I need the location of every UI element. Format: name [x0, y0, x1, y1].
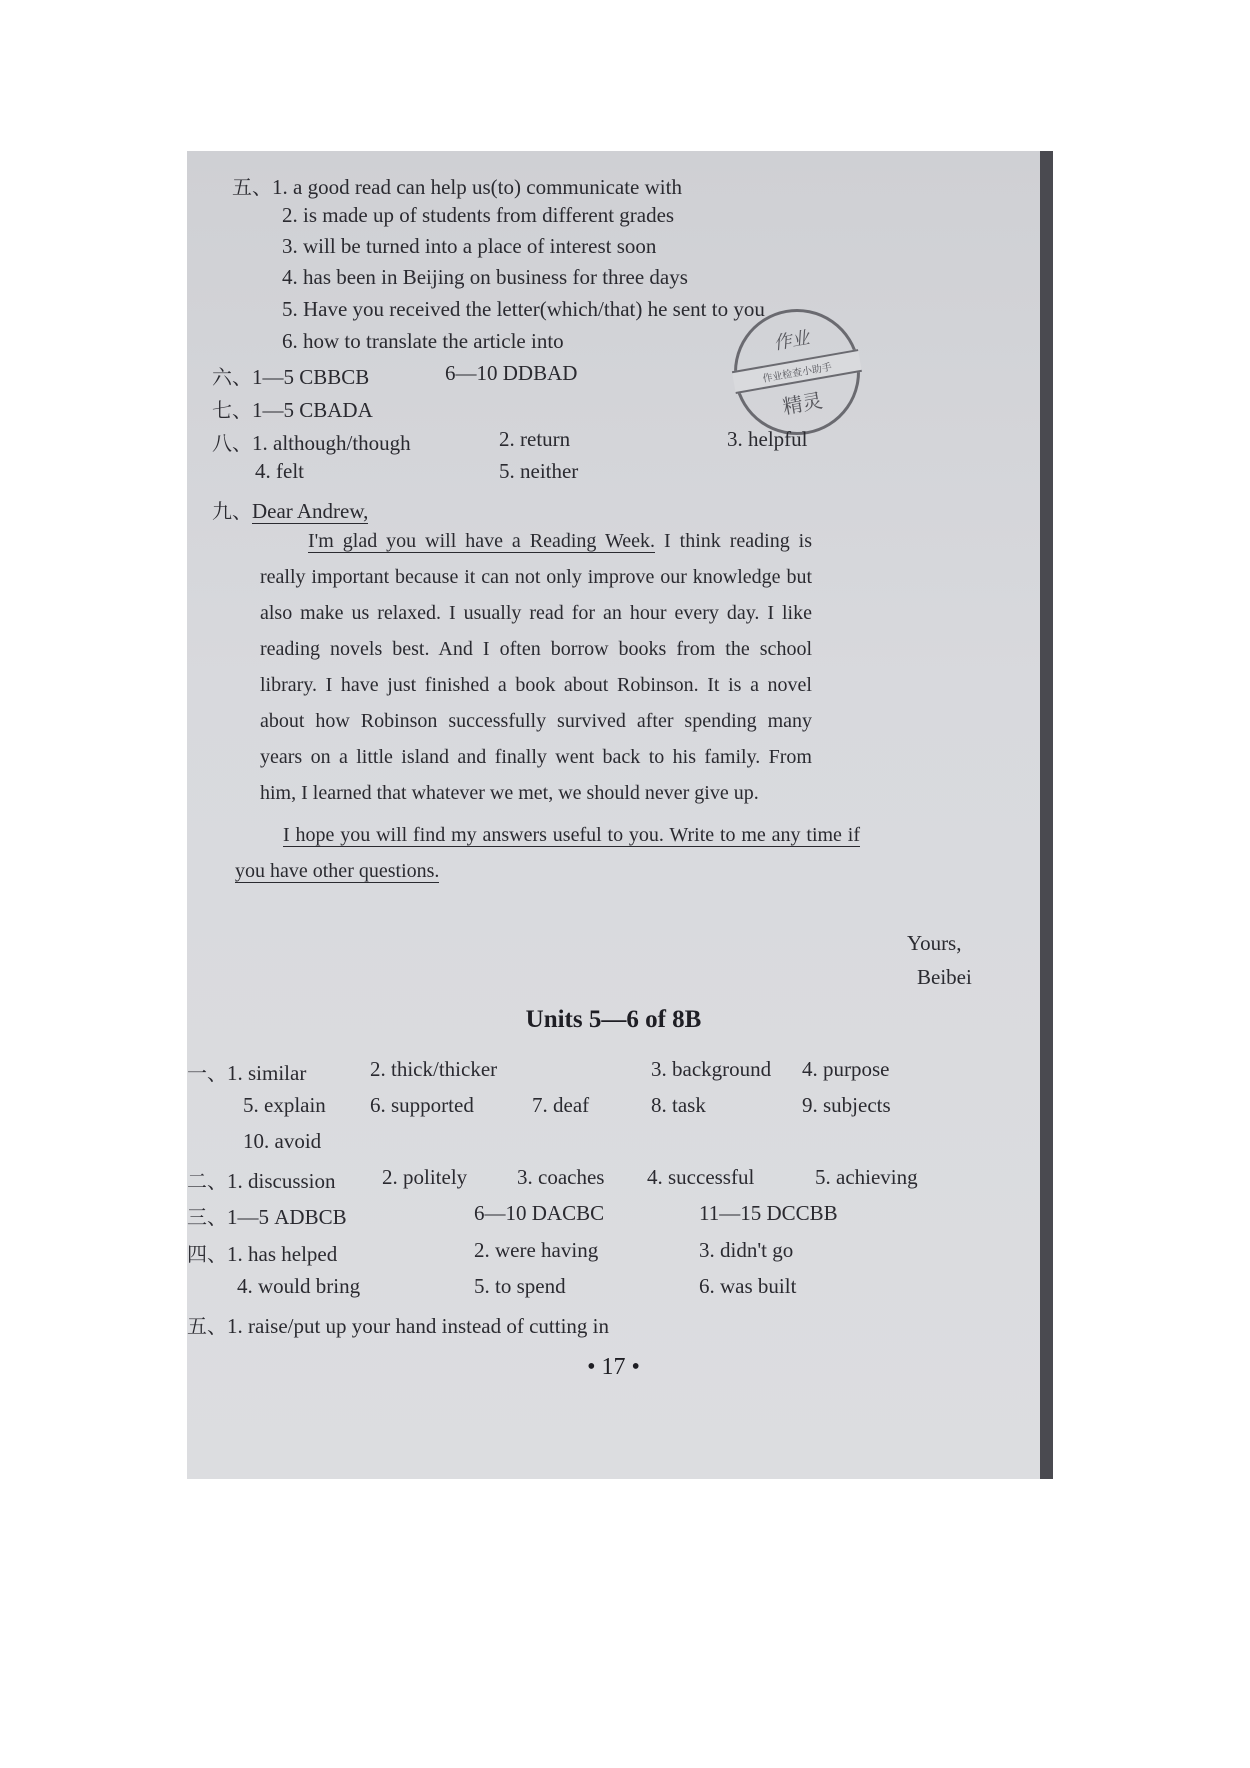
letter-greeting: Dear Andrew, — [252, 499, 369, 523]
page-edge-shadow — [1040, 151, 1053, 1479]
stamp-text: 作业检查小助手 — [732, 349, 862, 394]
letter-paragraph-1 — [260, 523, 812, 811]
answer: 1. a good read can help us(to) communicate with — [272, 175, 682, 199]
answer: 1. discussion — [227, 1169, 336, 1193]
letter-signature: Beibei — [917, 965, 972, 989]
u1-mark: 一、 — [187, 1061, 227, 1085]
answer: 1—5 CBADA — [252, 398, 373, 422]
answer: 5. neither — [499, 459, 579, 483]
answer: 2. return — [499, 427, 571, 451]
u4-mark: 四、 — [187, 1242, 227, 1266]
answer: 6. supported — [370, 1093, 474, 1117]
section8-mark: 八、 — [212, 431, 252, 455]
unit-heading: Units 5—6 of 8B — [525, 1006, 702, 1033]
u2-row — [187, 1165, 336, 1194]
answer: 1—5 CBBCB — [252, 365, 370, 389]
u3-mark: 三、 — [187, 1205, 227, 1229]
answer: 4. would bring — [237, 1274, 361, 1298]
letter-underlined-text: I hope you will find my answers useful to you. Write to me any time if you have other questions. — [235, 824, 860, 882]
stamp-text: 作业 — [771, 327, 812, 355]
answer: 3. coaches — [517, 1165, 605, 1189]
answer: 4. purpose — [802, 1057, 890, 1081]
u5-row — [187, 1310, 609, 1339]
answer: 9. subjects — [802, 1093, 891, 1117]
section9-mark: 九、 — [212, 499, 252, 523]
page-content — [187, 151, 1040, 1479]
section8-row — [212, 427, 411, 456]
letter-paragraph-2 — [235, 817, 860, 889]
stamp-text: 精灵 — [780, 388, 825, 419]
section6-row — [212, 361, 369, 390]
answer: 2. is made up of students from different grades — [282, 203, 675, 227]
letter-underlined-text: I'm glad you will have a Reading Week. — [308, 530, 656, 552]
answer: 10. avoid — [243, 1129, 322, 1153]
answer: 7. deaf — [532, 1093, 590, 1117]
answer: 6—10 DDBAD — [445, 361, 578, 385]
section6-mark: 六、 — [212, 365, 252, 389]
answer: 2. were having — [474, 1238, 599, 1262]
answer: 5. Have you received the letter(which/that) he sent to you — [282, 297, 765, 321]
letter-closing: Yours, — [907, 931, 962, 955]
answer: 11—15 DCCBB — [699, 1201, 838, 1225]
answer: 2. politely — [382, 1165, 468, 1189]
section7-mark: 七、 — [212, 398, 252, 422]
answer: 1. raise/put up your hand instead of cutting in — [227, 1314, 610, 1338]
answer: 6. how to translate the article into — [282, 329, 564, 353]
answer: 8. task — [651, 1093, 706, 1117]
answer: 3. background — [651, 1057, 772, 1081]
page-number: • 17 • — [587, 1354, 640, 1380]
answer: 4. felt — [255, 459, 304, 483]
section5-line1 — [232, 171, 682, 200]
answer: 1. although/though — [252, 431, 411, 455]
u5-mark: 五、 — [187, 1314, 227, 1338]
u3-row — [187, 1201, 347, 1230]
section5-mark: 五、 — [232, 175, 272, 199]
book-page-photo — [187, 151, 1053, 1479]
answer: 4. has been in Beijing on business for three days — [282, 265, 688, 289]
answer: 3. didn't go — [699, 1238, 794, 1262]
answer: 5. achieving — [815, 1165, 918, 1189]
answer: 5. to spend — [474, 1274, 566, 1298]
answer: 1. similar — [227, 1061, 307, 1085]
answer: 6—10 DACBC — [474, 1201, 605, 1225]
answer: 1—5 ADBCB — [227, 1205, 347, 1229]
answer: 1. has helped — [227, 1242, 338, 1266]
answer: 6. was built — [699, 1274, 797, 1298]
u4-row — [187, 1238, 337, 1267]
answer: 2. thick/thicker — [370, 1057, 498, 1081]
answer: 3. helpful — [727, 427, 808, 451]
answer: 5. explain — [243, 1093, 326, 1117]
u1-row — [187, 1057, 306, 1086]
u2-mark: 二、 — [187, 1169, 227, 1193]
answer: 3. will be turned into a place of interest soon — [282, 234, 657, 258]
section9-row — [212, 495, 368, 524]
letter-body: I think reading is really important because it can not only improve our knowledge but also make us relaxed. I usually read for an hour every day. I like reading novels best. And I often borrow books from the school library. I have just finished a book about Robinson. It is a novel about how Robinson successfully survived after spending many years on a little island and finally went back to his family. From him, I learned that whatever we met, we should never give up. — [260, 530, 813, 804]
answer: 4. successful — [647, 1165, 755, 1189]
section7-row — [212, 394, 373, 423]
